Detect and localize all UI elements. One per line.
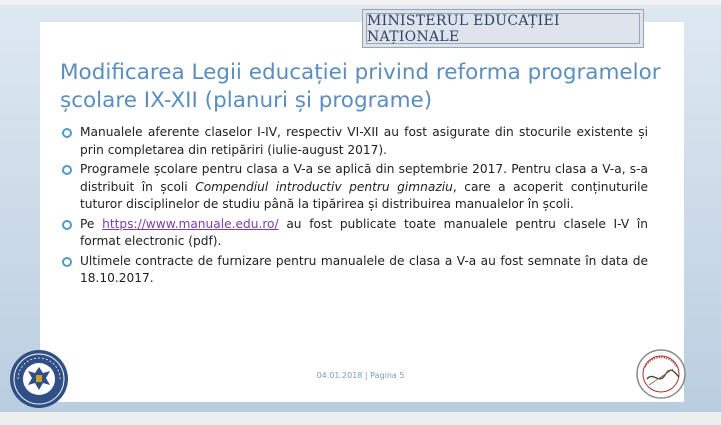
bullet-text: Ultimele contracte de furnizare pentru manualele de clasa a V-a au fost semnate în data de 18.10.2017.	[80, 253, 648, 285]
bullet-marker-icon	[62, 257, 72, 267]
bullet-text-after: , care a acoperit conținuturile tuturor disciplinelor de studiu până la tipărirea și distribuirea manualelor în școli.	[80, 179, 648, 211]
bullet-text: Manualele aferente claselor I-IV, respectiv VI-XII au fost asigurate din stocurile existente și prin completarea din retipăriri (iulie-august 2017).	[80, 125, 648, 157]
manuale-link[interactable]: https://www.manuale.edu.ro/	[102, 216, 279, 231]
bullet-text-before: Pe	[80, 216, 103, 231]
bullet-marker-icon	[62, 165, 72, 175]
ministry-header-box	[362, 9, 644, 48]
signature-stamp-icon	[627, 345, 699, 403]
ministry-name: MINISTERUL EDUCAȚIEI NAȚIONALE	[366, 13, 640, 44]
bullet-item	[62, 216, 648, 251]
bullet-item	[62, 124, 648, 159]
bullet-list	[62, 124, 648, 290]
bottom-strip	[0, 412, 721, 425]
top-strip	[0, 0, 721, 5]
bullet-item	[62, 253, 648, 288]
slide-footer: 04.01.2018 | Pagina 5	[316, 371, 405, 380]
slide-title: Modificarea Legii educației privind reforma programelor școlare IX-XII (planuri și programe)	[60, 60, 661, 113]
bullet-marker-icon	[62, 220, 72, 230]
government-seal-icon	[9, 349, 69, 409]
bullet-marker-icon	[62, 128, 72, 138]
bullet-text-after: au fost publicate toate manualele pentru clasele I-V în format electronic (pdf).	[80, 216, 648, 248]
bullet-item	[62, 161, 648, 214]
bullet-text-before: Programele școlare pentru clasa a V-a se aplică din septembrie 2017. Pentru clasa a V-a, s-a distribuit în școli	[80, 162, 648, 194]
compendium-title: Compendiul introductiv pentru gimnaziu	[195, 179, 453, 194]
